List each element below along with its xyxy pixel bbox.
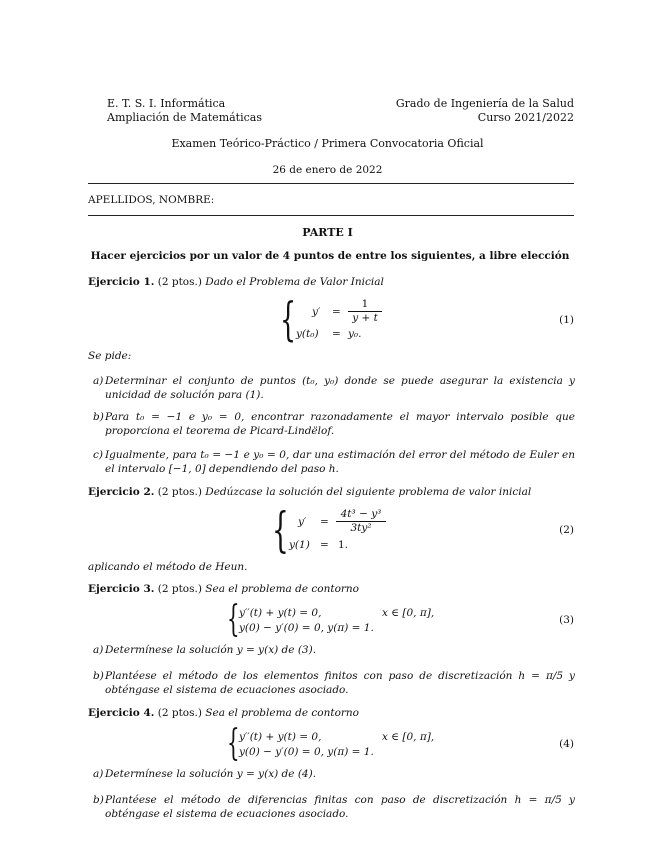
item-label: b) <box>93 670 104 682</box>
item-label: c) <box>93 449 103 461</box>
exercise-2-outro: aplicando el método de Heun. <box>88 561 248 573</box>
equation-3-number: (3) <box>559 614 574 626</box>
exercise-3-item-b <box>93 669 575 697</box>
name-field-label: APELLIDOS, NOMBRE: <box>88 194 215 206</box>
eq1-equals-1: = <box>332 306 341 318</box>
equation-1-number: (1) <box>559 314 574 326</box>
item-label: b) <box>93 794 104 806</box>
eq1-equals-2: = <box>332 328 341 340</box>
equation-4-brace: { <box>227 723 240 764</box>
se-pide-label: Se pide: <box>88 350 132 362</box>
item-label: a) <box>93 768 104 780</box>
degree-name: Grado de Ingeniería de la Salud <box>395 97 574 110</box>
item-text: Igualmente, para t₀ = −1 e y₀ = 0, dar una estimación del error del método de Euler en el intervalo [−1, 0] dependiendo del paso h. <box>105 449 575 475</box>
equation-2-brace: { <box>272 502 289 558</box>
department-name: Ampliación de Matemáticas <box>107 111 262 124</box>
item-text: Determinar el conjunto de puntos (t₀, y₀) donde se puede asegurar la existencia y unicidad de solución para (1). <box>105 375 575 401</box>
eq1-fraction <box>348 298 382 325</box>
equation-4-number: (4) <box>559 738 574 750</box>
exercise-1-points: (2 ptos.) <box>157 276 202 288</box>
eq1-lhs-2: y(t₀) <box>296 328 319 340</box>
exam-title: Examen Teórico-Práctico / Primera Convocatoria Oficial <box>171 137 484 150</box>
exercise-2-points: (2 ptos.) <box>157 486 202 498</box>
exercise-4-points: (2 ptos.) <box>157 707 202 719</box>
exercise-3-heading <box>88 583 359 596</box>
exercise-3-label: Ejercicio 3. <box>88 583 155 595</box>
eq3-row-1-condition: x ∈ [0, π], <box>382 607 435 619</box>
eq4-row-1-condition: x ∈ [0, π], <box>382 731 435 743</box>
exercise-1-heading <box>88 276 384 289</box>
eq3-row-2: y(0) − y′(0) = 0, y(π) = 1. <box>239 622 374 634</box>
eq2-lhs-1: y′ <box>298 516 307 528</box>
equation-2-number: (2) <box>559 524 574 536</box>
exam-date: 26 de enero de 2022 <box>272 164 383 176</box>
exercise-4-label: Ejercicio 4. <box>88 707 155 719</box>
exercise-1-item-c <box>93 448 575 476</box>
eq2-numerator: 4t³ − y³ <box>336 508 386 522</box>
eq1-numerator: 1 <box>348 298 382 312</box>
exercise-4-intro: Sea el problema de contorno <box>205 707 360 719</box>
eq2-denominator: 3ty² <box>350 522 372 534</box>
equation-1-brace: { <box>280 292 297 346</box>
part-instructions: Hacer ejercicios por un valor de 4 puntos de entre los siguientes, a libre elección <box>90 250 570 262</box>
exercise-4-item-a <box>93 767 575 781</box>
exercise-1-item-a <box>93 374 575 402</box>
eq1-rhs-2: y₀. <box>348 328 362 340</box>
eq4-row-2: y(0) − y′(0) = 0, y(π) = 1. <box>239 746 374 758</box>
divider-bottom <box>88 215 574 216</box>
item-text: Determínese la solución y = y(x) de (4). <box>105 768 317 780</box>
exercise-1-intro: Dado el Problema de Valor Inicial <box>205 276 384 288</box>
exercise-3-points: (2 ptos.) <box>157 583 202 595</box>
exercise-4-heading <box>88 707 359 720</box>
school-name: E. T. S. I. Informática <box>107 97 226 110</box>
item-label: a) <box>93 644 104 656</box>
eq3-row-1: y′′(t) + y(t) = 0, <box>239 607 322 619</box>
item-label: b) <box>93 411 104 423</box>
divider-top <box>88 183 574 184</box>
eq1-lhs-1: y′ <box>312 306 321 318</box>
item-label: a) <box>93 375 104 387</box>
eq2-fraction <box>336 508 386 535</box>
eq2-equals-1: = <box>320 516 329 528</box>
exercise-2-label: Ejercicio 2. <box>88 486 155 498</box>
exercise-2-heading <box>88 486 531 499</box>
part-title: PARTE I <box>302 226 353 239</box>
eq4-row-1: y′′(t) + y(t) = 0, <box>239 731 322 743</box>
equation-3-brace: { <box>227 599 240 640</box>
exercise-4-item-b <box>93 793 575 821</box>
item-text: Para t₀ = −1 e y₀ = 0, encontrar razonadamente el mayor intervalo posible que proporciona el teorema de Picard-Lindëlof. <box>105 411 575 437</box>
exercise-3-item-a <box>93 643 575 657</box>
course-year: Curso 2021/2022 <box>477 111 574 124</box>
item-text: Plantéese el método de los elementos finitos con paso de discretización h = π/5 y obténgase el sistema de ecuaciones asociado. <box>105 670 575 696</box>
eq2-lhs-2: y(1) <box>289 539 310 551</box>
exercise-3-intro: Sea el problema de contorno <box>205 583 360 595</box>
exercise-1-label: Ejercicio 1. <box>88 276 155 288</box>
exercise-2-intro: Dedúzcase la solución del siguiente problema de valor inicial <box>205 486 532 498</box>
item-text: Determínese la solución y = y(x) de (3). <box>105 644 317 656</box>
item-text: Plantéese el método de diferencias finitas con paso de discretización h = π/5 y obténgase el sistema de ecuaciones asociado. <box>105 794 575 820</box>
eq2-rhs-2: 1. <box>338 539 349 551</box>
exercise-1-item-b <box>93 410 575 438</box>
eq1-denominator: y + t <box>352 312 378 324</box>
eq2-equals-2: = <box>320 539 329 551</box>
